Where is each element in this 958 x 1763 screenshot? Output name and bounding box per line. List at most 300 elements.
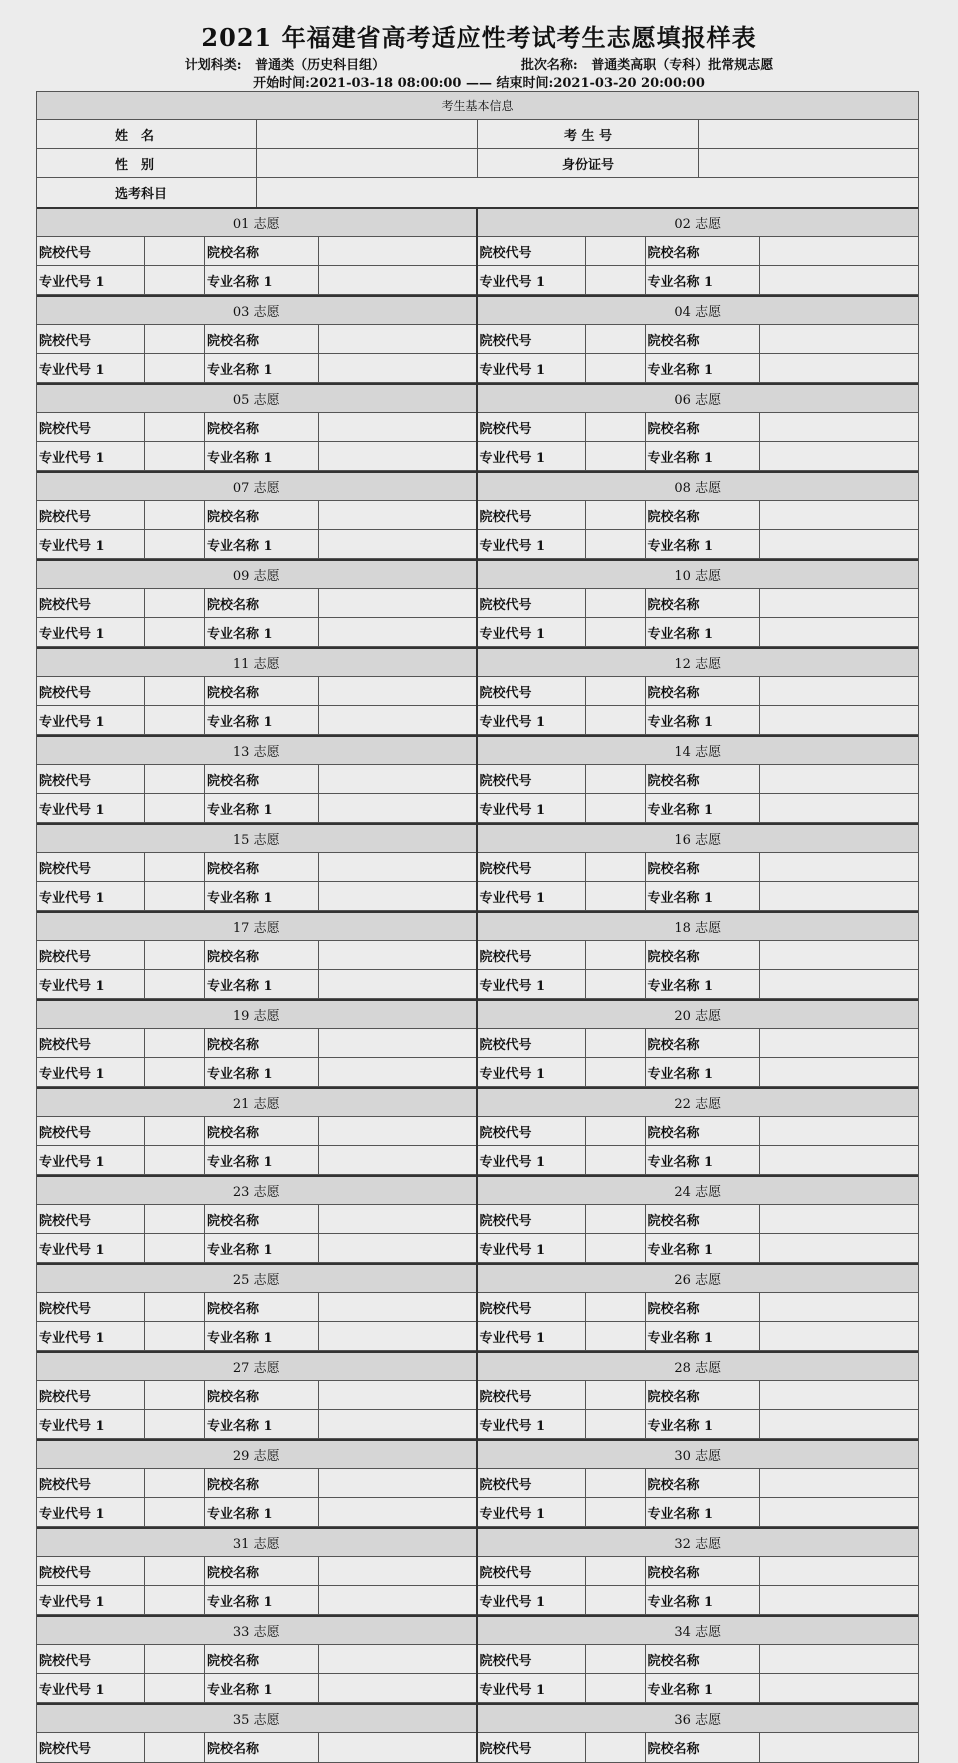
major-name-label: 专业名称 1	[646, 266, 760, 294]
school-code-label: 院校代号	[478, 1293, 586, 1321]
choice-row	[37, 325, 476, 354]
school-code-cell[interactable]	[145, 589, 205, 617]
school-name-cell[interactable]	[760, 1205, 919, 1233]
choice-row	[37, 1674, 476, 1703]
major-name-label: 专业名称 1	[205, 354, 319, 382]
major-name-label: 专业名称 1	[205, 1322, 319, 1350]
school-code-cell[interactable]	[586, 1117, 646, 1145]
major-code-cell[interactable]	[586, 1058, 646, 1086]
school-name-cell[interactable]	[760, 677, 919, 705]
school-name-cell[interactable]	[319, 1381, 476, 1409]
school-name-label: 院校名称	[205, 501, 319, 529]
info-row-subjects	[37, 178, 918, 207]
major-name-label: 专业名称 1	[205, 1058, 319, 1086]
major-name-label: 专业名称 1	[646, 530, 760, 558]
school-name-label: 院校名称	[646, 1117, 760, 1145]
major-code-label: 专业代号 1	[37, 266, 145, 294]
school-name-label: 院校名称	[205, 589, 319, 617]
school-name-cell[interactable]	[319, 1557, 476, 1585]
choice-row	[478, 1674, 919, 1703]
choice-header: 29 志愿	[37, 1441, 476, 1469]
major-name-cell[interactable]	[319, 1586, 476, 1614]
school-name-label: 院校名称	[205, 941, 319, 969]
major-name-cell[interactable]	[760, 970, 919, 998]
school-name-cell[interactable]	[760, 1029, 919, 1057]
school-code-cell[interactable]	[586, 1293, 646, 1321]
school-name-label: 院校名称	[646, 325, 760, 353]
school-name-label: 院校名称	[205, 853, 319, 881]
id-value-cell[interactable]	[699, 149, 918, 177]
school-code-cell[interactable]	[586, 589, 646, 617]
major-name-label: 专业名称 1	[205, 1586, 319, 1614]
school-code-cell[interactable]	[145, 1029, 205, 1057]
major-code-cell[interactable]	[586, 970, 646, 998]
school-code-cell[interactable]	[145, 1293, 205, 1321]
major-code-label: 专业代号 1	[478, 1058, 586, 1086]
school-name-cell[interactable]	[319, 677, 476, 705]
choice-header: 24 志愿	[478, 1177, 919, 1205]
major-code-cell[interactable]	[145, 794, 205, 822]
major-name-cell[interactable]	[319, 354, 476, 382]
school-code-cell[interactable]	[586, 677, 646, 705]
major-code-label: 专业代号 1	[478, 1498, 586, 1526]
major-code-cell[interactable]	[586, 618, 646, 646]
school-code-cell[interactable]	[145, 501, 205, 529]
school-code-label: 院校代号	[37, 941, 145, 969]
choice-header: 32 志愿	[478, 1529, 919, 1557]
major-code-cell[interactable]	[145, 1234, 205, 1262]
choice-block	[37, 295, 476, 383]
school-name-cell[interactable]	[319, 325, 476, 353]
major-code-label: 专业代号 1	[37, 530, 145, 558]
school-code-cell[interactable]	[145, 413, 205, 441]
choice-header: 23 志愿	[37, 1177, 476, 1205]
school-name-label: 院校名称	[205, 1469, 319, 1497]
school-code-cell[interactable]	[145, 1381, 205, 1409]
school-name-label: 院校名称	[205, 765, 319, 793]
school-name-cell[interactable]	[319, 1117, 476, 1145]
school-name-label: 院校名称	[646, 853, 760, 881]
school-name-cell[interactable]	[319, 765, 476, 793]
school-name-label: 院校名称	[646, 677, 760, 705]
choice-header: 05 志愿	[37, 385, 476, 413]
info-section-header	[37, 92, 918, 120]
major-name-cell[interactable]	[319, 618, 476, 646]
major-code-label: 专业代号 1	[37, 794, 145, 822]
school-code-label: 院校代号	[37, 765, 145, 793]
major-code-label: 专业代号 1	[478, 1674, 586, 1702]
major-code-cell[interactable]	[586, 1234, 646, 1262]
choice-block	[37, 911, 476, 999]
school-code-label: 院校代号	[37, 1029, 145, 1057]
choice-row	[37, 354, 476, 383]
major-name-cell[interactable]	[760, 1410, 919, 1438]
school-name-cell[interactable]	[319, 589, 476, 617]
choice-row	[478, 941, 919, 970]
major-code-label: 专业代号 1	[37, 1234, 145, 1262]
major-name-cell[interactable]	[319, 1146, 476, 1174]
school-code-label: 院校代号	[37, 325, 145, 353]
choice-row	[37, 853, 476, 882]
school-code-label: 院校代号	[478, 1733, 586, 1762]
school-name-label: 院校名称	[205, 1293, 319, 1321]
school-code-label: 院校代号	[37, 589, 145, 617]
choice-block	[37, 823, 476, 911]
choice-header: 12 志愿	[478, 649, 919, 677]
choice-header: 04 志愿	[478, 297, 919, 325]
school-name-label: 院校名称	[205, 1029, 319, 1057]
school-name-label: 院校名称	[646, 1645, 760, 1673]
major-name-cell[interactable]	[760, 1586, 919, 1614]
choice-block	[37, 383, 476, 471]
major-name-cell[interactable]	[319, 1322, 476, 1350]
choice-row	[37, 1029, 476, 1058]
major-code-cell[interactable]	[145, 970, 205, 998]
school-code-label: 院校代号	[37, 237, 145, 265]
school-name-cell[interactable]	[760, 765, 919, 793]
application-sheet	[36, 91, 919, 1763]
school-code-cell[interactable]	[586, 1557, 646, 1585]
major-code-cell[interactable]	[145, 706, 205, 734]
major-code-label: 专业代号 1	[37, 706, 145, 734]
major-name-label: 专业名称 1	[646, 882, 760, 910]
school-code-cell[interactable]	[586, 1205, 646, 1233]
major-name-cell[interactable]	[760, 1146, 919, 1174]
school-name-cell[interactable]	[760, 1645, 919, 1673]
name-label: 姓 名	[37, 120, 257, 148]
major-name-cell[interactable]	[760, 266, 919, 294]
school-name-cell[interactable]	[760, 853, 919, 881]
major-name-cell[interactable]	[760, 530, 919, 558]
major-code-cell[interactable]	[145, 1322, 205, 1350]
batch-value: 普通类高职（专科）批常规志愿	[591, 58, 774, 73]
choice-row	[478, 765, 919, 794]
choice-row	[37, 1205, 476, 1234]
school-name-cell[interactable]	[760, 501, 919, 529]
info-section-title: 考生基本信息	[441, 99, 514, 113]
school-code-cell[interactable]	[586, 1381, 646, 1409]
major-name-label: 专业名称 1	[205, 882, 319, 910]
major-name-label: 专业名称 1	[646, 970, 760, 998]
school-code-cell[interactable]	[145, 677, 205, 705]
major-name-label: 专业名称 1	[646, 1674, 760, 1702]
major-code-label: 专业代号 1	[478, 1322, 586, 1350]
choice-row	[478, 589, 919, 618]
school-code-label: 院校代号	[478, 1381, 586, 1409]
choice-block	[37, 1615, 476, 1703]
school-name-cell[interactable]	[319, 1029, 476, 1057]
school-code-cell[interactable]	[586, 1469, 646, 1497]
major-name-label: 专业名称 1	[646, 1234, 760, 1262]
school-name-label: 院校名称	[205, 1381, 319, 1409]
choice-row	[37, 501, 476, 530]
major-code-cell[interactable]	[586, 1322, 646, 1350]
choice-row	[478, 1058, 919, 1087]
choice-block	[37, 1175, 476, 1263]
major-code-cell[interactable]	[586, 266, 646, 294]
major-code-label: 专业代号 1	[37, 1322, 145, 1350]
major-code-cell[interactable]	[145, 354, 205, 382]
school-name-label: 院校名称	[205, 1733, 319, 1762]
choice-row	[37, 794, 476, 823]
major-code-cell[interactable]	[145, 1586, 205, 1614]
school-name-cell[interactable]	[319, 1469, 476, 1497]
gender-value-cell[interactable]	[257, 149, 478, 177]
major-name-cell[interactable]	[760, 1498, 919, 1526]
school-name-label: 院校名称	[205, 1557, 319, 1585]
major-code-cell[interactable]	[586, 882, 646, 910]
choice-row	[37, 1322, 476, 1351]
major-name-cell[interactable]	[319, 1674, 476, 1702]
choice-header: 02 志愿	[478, 209, 919, 237]
choice-header: 10 志愿	[478, 561, 919, 589]
major-code-cell[interactable]	[586, 794, 646, 822]
school-code-label: 院校代号	[37, 413, 145, 441]
choice-row	[478, 794, 919, 823]
major-name-cell[interactable]	[319, 1498, 476, 1526]
choice-header: 09 志愿	[37, 561, 476, 589]
school-name-cell[interactable]	[319, 501, 476, 529]
school-code-label: 院校代号	[478, 1557, 586, 1585]
choice-block	[478, 1527, 919, 1615]
school-code-cell[interactable]	[586, 1645, 646, 1673]
school-name-cell[interactable]	[319, 1733, 476, 1762]
school-name-cell[interactable]	[319, 1645, 476, 1673]
school-name-cell[interactable]	[760, 1381, 919, 1409]
choice-row	[37, 706, 476, 735]
school-code-label: 院校代号	[37, 501, 145, 529]
major-name-cell[interactable]	[760, 1674, 919, 1702]
choice-row	[37, 1498, 476, 1527]
exam-no-value-cell[interactable]	[699, 120, 918, 148]
school-name-cell[interactable]	[319, 1293, 476, 1321]
major-name-cell[interactable]	[760, 1058, 919, 1086]
choice-row	[37, 1234, 476, 1263]
major-name-cell[interactable]	[760, 618, 919, 646]
major-name-cell[interactable]	[319, 1058, 476, 1086]
school-code-cell[interactable]	[145, 237, 205, 265]
choice-row	[37, 1410, 476, 1439]
major-name-cell[interactable]	[319, 266, 476, 294]
major-name-cell[interactable]	[319, 1410, 476, 1438]
school-code-cell[interactable]	[145, 853, 205, 881]
major-name-cell[interactable]	[319, 794, 476, 822]
major-code-label: 专业代号 1	[37, 1410, 145, 1438]
school-name-cell[interactable]	[760, 1293, 919, 1321]
school-name-cell[interactable]	[760, 1557, 919, 1585]
school-name-label: 院校名称	[646, 1469, 760, 1497]
major-name-cell[interactable]	[760, 354, 919, 382]
time-dash: ——	[466, 76, 492, 91]
school-code-cell[interactable]	[145, 1557, 205, 1585]
school-code-label: 院校代号	[37, 1469, 145, 1497]
major-name-cell[interactable]	[319, 706, 476, 734]
school-name-cell[interactable]	[319, 1205, 476, 1233]
school-code-label: 院校代号	[37, 1205, 145, 1233]
major-code-cell[interactable]	[586, 530, 646, 558]
choice-header: 19 志愿	[37, 1001, 476, 1029]
school-name-cell[interactable]	[760, 1117, 919, 1145]
major-code-label: 专业代号 1	[37, 1146, 145, 1174]
school-code-cell[interactable]	[586, 501, 646, 529]
choice-row	[478, 1410, 919, 1439]
choice-block	[37, 207, 476, 295]
major-code-label: 专业代号 1	[37, 1498, 145, 1526]
school-name-cell[interactable]	[319, 413, 476, 441]
major-name-cell[interactable]	[319, 530, 476, 558]
major-name-label: 专业名称 1	[646, 354, 760, 382]
major-code-cell[interactable]	[145, 1498, 205, 1526]
major-code-cell[interactable]	[586, 354, 646, 382]
major-code-cell[interactable]	[145, 530, 205, 558]
major-code-label: 专业代号 1	[478, 618, 586, 646]
choice-row	[478, 1645, 919, 1674]
choice-block	[37, 647, 476, 735]
school-code-cell[interactable]	[586, 413, 646, 441]
school-name-cell[interactable]	[319, 853, 476, 881]
school-name-cell[interactable]	[760, 1733, 919, 1762]
choice-block	[37, 1703, 476, 1762]
major-name-cell[interactable]	[760, 442, 919, 470]
school-name-cell[interactable]	[760, 413, 919, 441]
school-code-cell[interactable]	[586, 853, 646, 881]
school-code-cell[interactable]	[145, 1469, 205, 1497]
school-code-cell[interactable]	[145, 941, 205, 969]
school-name-label: 院校名称	[646, 501, 760, 529]
school-name-cell[interactable]	[319, 941, 476, 969]
major-name-cell[interactable]	[319, 882, 476, 910]
school-name-label: 院校名称	[205, 413, 319, 441]
major-code-cell[interactable]	[586, 1586, 646, 1614]
major-name-label: 专业名称 1	[205, 794, 319, 822]
choice-row	[478, 1146, 919, 1175]
school-code-cell[interactable]	[586, 1733, 646, 1762]
name-value-cell[interactable]	[257, 120, 478, 148]
major-code-cell[interactable]	[145, 1058, 205, 1086]
school-name-cell[interactable]	[760, 1469, 919, 1497]
school-code-label: 院校代号	[37, 1645, 145, 1673]
choice-header: 13 志愿	[37, 737, 476, 765]
major-name-cell[interactable]	[760, 1234, 919, 1262]
school-code-cell[interactable]	[145, 765, 205, 793]
choice-row	[37, 1557, 476, 1586]
choice-header: 20 志愿	[478, 1001, 919, 1029]
major-code-cell[interactable]	[586, 442, 646, 470]
school-code-cell[interactable]	[586, 765, 646, 793]
school-code-cell[interactable]	[145, 1645, 205, 1673]
school-code-cell[interactable]	[145, 1117, 205, 1145]
major-code-cell[interactable]	[586, 1410, 646, 1438]
choice-row	[478, 677, 919, 706]
page-title: 2021 年福建省高考适应性考试考生志愿填报样表	[201, 23, 757, 52]
choice-row	[478, 1234, 919, 1263]
choice-header: 27 志愿	[37, 1353, 476, 1381]
school-code-cell[interactable]	[145, 1733, 205, 1762]
school-name-label: 院校名称	[205, 237, 319, 265]
major-code-cell[interactable]	[586, 1674, 646, 1702]
major-code-label: 专业代号 1	[478, 970, 586, 998]
school-code-cell[interactable]	[586, 1029, 646, 1057]
choice-header: 34 志愿	[478, 1617, 919, 1645]
school-name-cell[interactable]	[319, 237, 476, 265]
school-name-cell[interactable]	[760, 941, 919, 969]
major-code-cell[interactable]	[145, 882, 205, 910]
choice-block	[37, 1263, 476, 1351]
choice-row	[478, 354, 919, 383]
major-name-label: 专业名称 1	[205, 530, 319, 558]
school-code-cell[interactable]	[586, 325, 646, 353]
major-code-cell[interactable]	[145, 442, 205, 470]
major-name-label: 专业名称 1	[646, 1322, 760, 1350]
choice-row	[37, 677, 476, 706]
choice-block	[37, 1527, 476, 1615]
school-code-cell[interactable]	[145, 1205, 205, 1233]
school-code-cell[interactable]	[586, 941, 646, 969]
major-name-cell[interactable]	[760, 706, 919, 734]
major-name-cell[interactable]	[760, 1322, 919, 1350]
major-code-cell[interactable]	[145, 1146, 205, 1174]
major-code-label: 专业代号 1	[478, 266, 586, 294]
plan-label: 计划科类:	[184, 58, 242, 73]
school-name-label: 院校名称	[205, 1205, 319, 1233]
choice-row	[37, 765, 476, 794]
major-code-cell[interactable]	[145, 1674, 205, 1702]
school-code-cell[interactable]	[145, 325, 205, 353]
choice-row	[478, 1557, 919, 1586]
choice-row	[37, 1586, 476, 1615]
major-code-cell[interactable]	[145, 618, 205, 646]
choice-header: 16 志愿	[478, 825, 919, 853]
choice-header: 14 志愿	[478, 737, 919, 765]
choice-row	[37, 266, 476, 295]
choice-header: 33 志愿	[37, 1617, 476, 1645]
choice-header: 08 志愿	[478, 473, 919, 501]
school-code-label: 院校代号	[37, 677, 145, 705]
major-name-cell[interactable]	[760, 794, 919, 822]
school-code-cell[interactable]	[586, 237, 646, 265]
school-name-label: 院校名称	[205, 677, 319, 705]
choice-grid	[37, 207, 918, 1762]
school-name-cell[interactable]	[760, 325, 919, 353]
school-code-label: 院校代号	[478, 1029, 586, 1057]
major-code-label: 专业代号 1	[478, 530, 586, 558]
info-row-name	[37, 120, 918, 149]
choice-row	[37, 1381, 476, 1410]
subjects-label: 选考科目	[37, 178, 257, 207]
school-name-cell[interactable]	[760, 589, 919, 617]
choice-header: 22 志愿	[478, 1089, 919, 1117]
choice-row	[37, 442, 476, 471]
school-name-label: 院校名称	[646, 237, 760, 265]
end-label: 结束时间:	[496, 76, 554, 91]
major-code-cell[interactable]	[145, 266, 205, 294]
school-name-cell[interactable]	[760, 237, 919, 265]
major-code-cell[interactable]	[586, 1146, 646, 1174]
major-name-cell[interactable]	[319, 1234, 476, 1262]
major-code-cell[interactable]	[586, 1498, 646, 1526]
major-name-cell[interactable]	[319, 970, 476, 998]
choice-row	[478, 1586, 919, 1615]
choice-block	[478, 383, 919, 471]
major-name-cell[interactable]	[760, 882, 919, 910]
choice-row	[478, 1117, 919, 1146]
school-name-label: 院校名称	[646, 1293, 760, 1321]
subjects-value-cell[interactable]	[257, 178, 918, 207]
major-code-cell[interactable]	[586, 706, 646, 734]
major-name-cell[interactable]	[319, 442, 476, 470]
major-code-cell[interactable]	[145, 1410, 205, 1438]
choice-row	[478, 970, 919, 999]
